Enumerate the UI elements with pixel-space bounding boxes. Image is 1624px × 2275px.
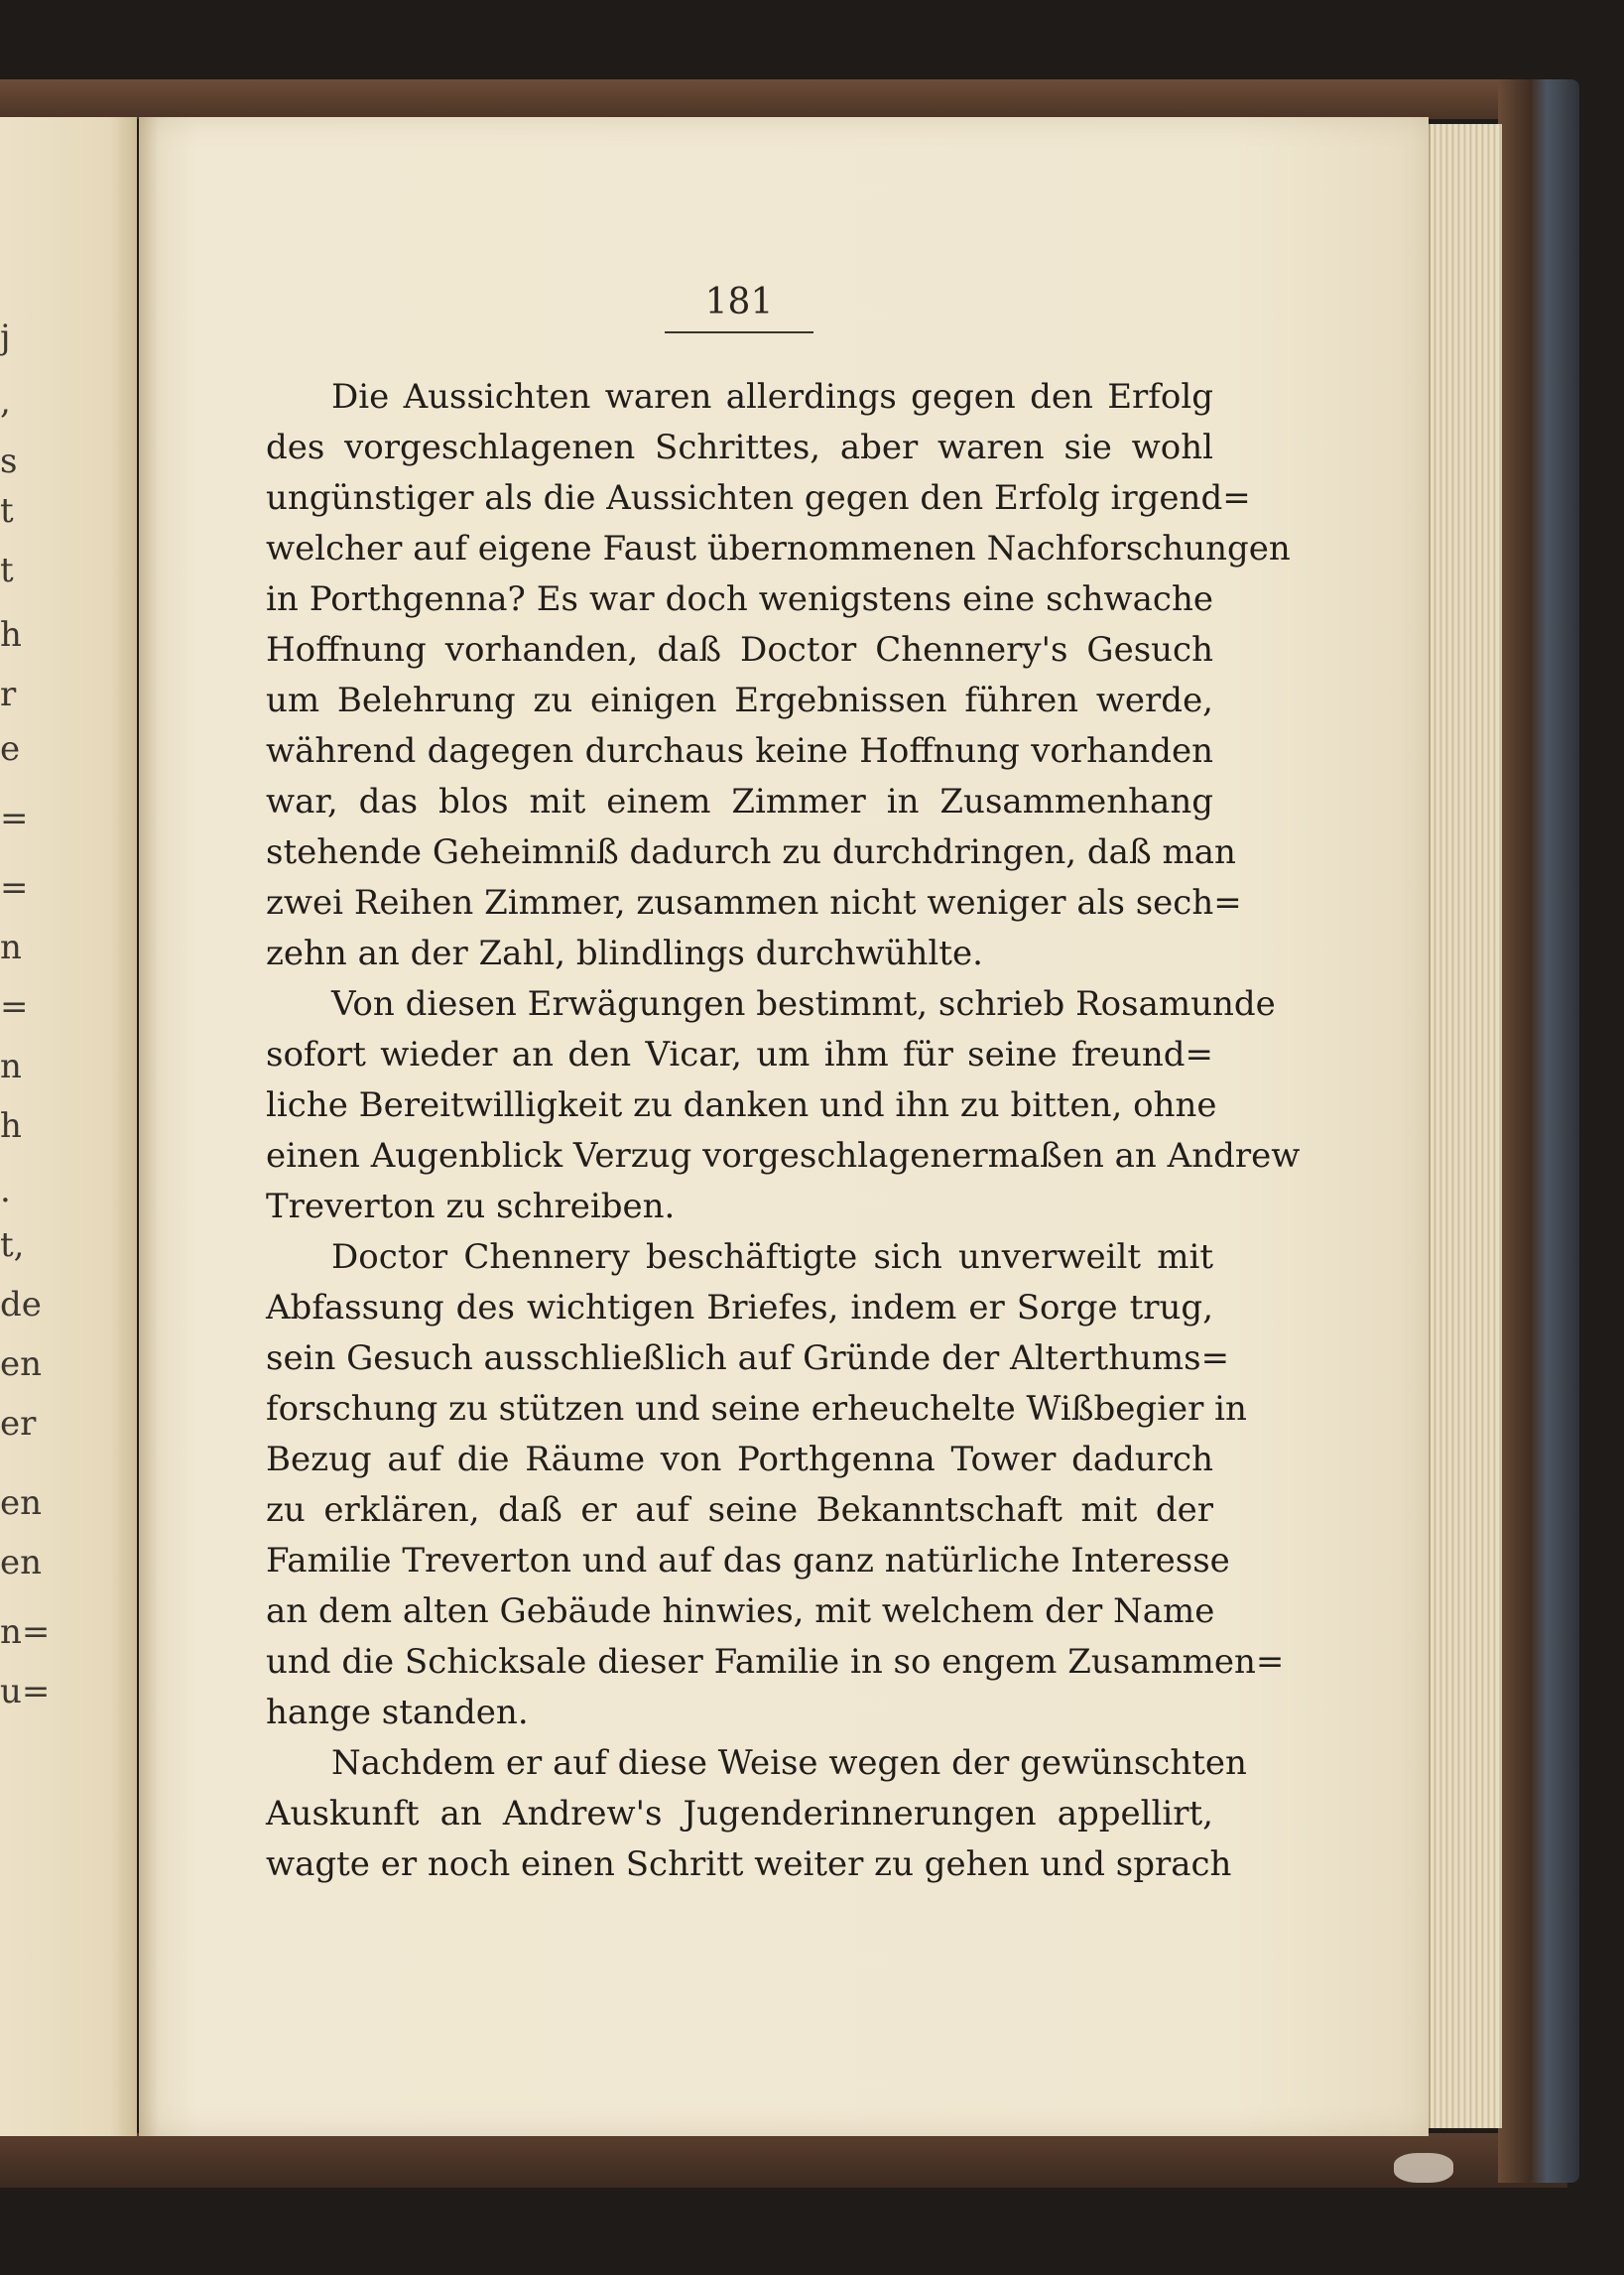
left-page-fragment: e bbox=[0, 729, 21, 769]
text-line: war, das blos mit einem Zimmer in Zusammenhang bbox=[266, 782, 1213, 822]
text-line: Doctor Chennery beschäftigte sich unverweilt mit bbox=[331, 1237, 1213, 1277]
text-line: liche Bereitwilligkeit zu danken und ihn zu bitten, ohne bbox=[266, 1085, 1217, 1125]
text-line: Von diesen Erwägungen bestimmt, schrieb Rosamunde bbox=[331, 984, 1276, 1024]
text-line: zwei Reihen Zimmer, zusammen nicht weniger als sech= bbox=[266, 883, 1242, 923]
book-cover-right bbox=[1498, 79, 1579, 2183]
paper-stain bbox=[1394, 2153, 1453, 2183]
text-line: zehn an der Zahl, blindlings durchwühlte. bbox=[266, 934, 983, 973]
text-line: Auskunft an Andrew's Jugenderinnerungen appellirt, bbox=[266, 1794, 1213, 1833]
text-line: an dem alten Gebäude hinwies, mit welchem der Name bbox=[266, 1591, 1215, 1631]
text-line: sofort wieder an den Vicar, um ihm für seine freund= bbox=[266, 1035, 1213, 1074]
text-line: hange standen. bbox=[266, 1693, 529, 1732]
text-line: Familie Treverton und auf das ganz natürliche Interesse bbox=[266, 1541, 1230, 1580]
text-line: Bezug auf die Räume von Porthgenna Tower dadurch bbox=[266, 1440, 1213, 1479]
page-edges bbox=[1429, 124, 1502, 2128]
text-line: welcher auf eigene Faust übernommenen Nachforschungen bbox=[266, 529, 1291, 569]
left-page-fragment: u= bbox=[0, 1672, 51, 1711]
left-page-fragment: n bbox=[0, 928, 22, 967]
text-line: Treverton zu schreiben. bbox=[266, 1187, 676, 1226]
left-page-fragment: n bbox=[0, 1047, 22, 1086]
left-page-fragment: de bbox=[0, 1285, 42, 1325]
book-cover-bottom bbox=[0, 2133, 1567, 2188]
left-page-fragment: en bbox=[0, 1543, 43, 1582]
text-line: und die Schicksale dieser Familie in so engem Zusammen= bbox=[266, 1642, 1285, 1682]
text-line: Die Aussichten waren allerdings gegen den Erfolg bbox=[331, 377, 1213, 417]
left-page-fragment: , bbox=[0, 382, 11, 422]
text-line: einen Augenblick Verzug vorgeschlagenermaßen an Andrew bbox=[266, 1136, 1301, 1176]
text-line: ungünstiger als die Aussichten gegen den Erfolg irgend= bbox=[266, 478, 1251, 518]
left-page-fragment: s bbox=[0, 442, 18, 481]
left-page-fragment: n= bbox=[0, 1612, 51, 1652]
left-page-fragment: h bbox=[0, 1106, 22, 1146]
text-line: Hoffnung vorhanden, daß Doctor Chennery's Gesuch bbox=[266, 630, 1213, 670]
left-page-fragment: . bbox=[0, 1171, 11, 1210]
left-page-fragment: en bbox=[0, 1483, 43, 1523]
text-line: sein Gesuch ausschließlich auf Gründe der Alterthums= bbox=[266, 1338, 1230, 1378]
left-page-fragment: j bbox=[0, 317, 11, 357]
text-line: Abfassung des wichtigen Briefes, indem er Sorge trug, bbox=[266, 1288, 1213, 1327]
text-line: des vorgeschlagenen Schrittes, aber waren sie wohl bbox=[266, 428, 1213, 467]
text-line: um Belehrung zu einigen Ergebnissen führen werde, bbox=[266, 681, 1213, 720]
left-page-fragment: t bbox=[0, 551, 14, 590]
page-number-rule bbox=[665, 331, 813, 333]
left-page-fragment: t, bbox=[0, 1225, 25, 1265]
book-cover-top bbox=[0, 79, 1567, 119]
left-page-fragment: r bbox=[0, 675, 17, 714]
text-line: forschung zu stützen und seine erheuchelte Wißbegier in bbox=[266, 1389, 1247, 1429]
left-page-fragment: = bbox=[0, 987, 29, 1027]
left-page-fragments bbox=[0, 117, 137, 2136]
text-line: zu erklären, daß er auf seine Bekanntschaft mit der bbox=[266, 1490, 1213, 1530]
left-page-fragment: t bbox=[0, 491, 14, 531]
left-page-fragment: = bbox=[0, 868, 29, 908]
left-page-fragment: = bbox=[0, 799, 29, 838]
left-page-fragment: er bbox=[0, 1404, 37, 1444]
left-page bbox=[0, 117, 137, 2136]
text-line: wagte er noch einen Schritt weiter zu gehen und sprach bbox=[266, 1844, 1232, 1884]
page-number: 181 bbox=[704, 282, 774, 322]
text-line: während dagegen durchaus keine Hoffnung vorhanden bbox=[266, 731, 1213, 771]
text-line: Nachdem er auf diese Weise wegen der gewünschten bbox=[331, 1743, 1247, 1783]
text-line: stehende Geheimniß dadurch zu durchdringen, daß man bbox=[266, 832, 1236, 872]
left-page-fragment: h bbox=[0, 615, 22, 655]
text-block bbox=[266, 372, 1301, 1890]
text-line: in Porthgenna? Es war doch wenigstens eine schwache bbox=[266, 579, 1213, 619]
left-page-fragment: en bbox=[0, 1344, 43, 1384]
